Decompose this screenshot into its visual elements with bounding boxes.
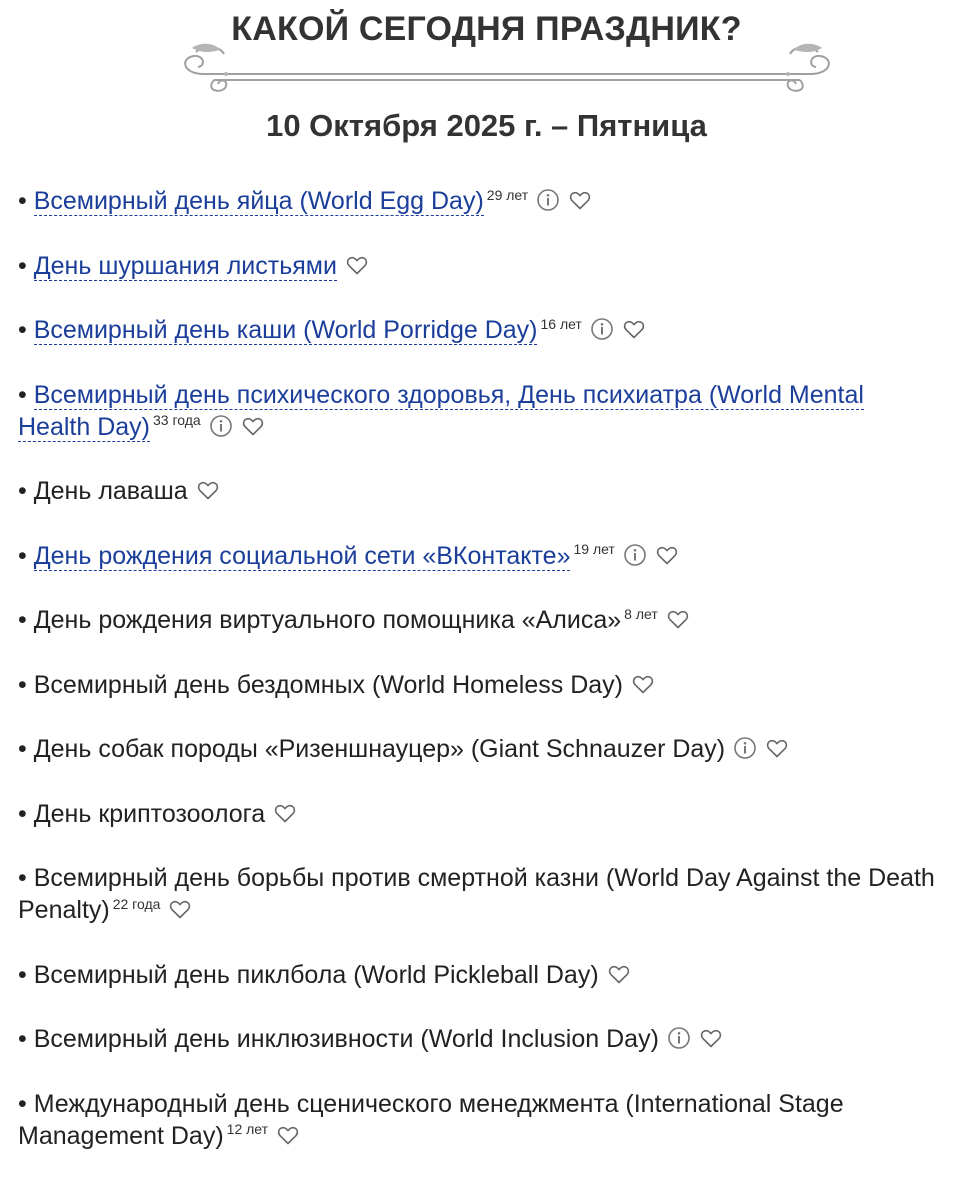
ornament-divider-icon xyxy=(174,40,840,98)
holiday-years-badge: 29 лет xyxy=(486,186,529,203)
heart-icon[interactable] xyxy=(241,414,265,438)
heart-icon[interactable] xyxy=(607,962,631,986)
heart-icon[interactable] xyxy=(666,607,690,631)
holiday-item: • Всемирный день борьбы против смертной казни (World Day Against the Death Penalty) $^{22 года}$ xyxy=(18,864,935,924)
heart-icon[interactable] xyxy=(196,478,220,502)
holiday-list xyxy=(18,185,938,1184)
holiday-item: • Международный день сценического менеджмента (International Stage Management Day) $^{12 лет}$ xyxy=(18,1089,844,1150)
heart-icon[interactable] xyxy=(345,253,369,277)
holiday-item: • Всемирный день бездомных (World Homeless Day) xyxy=(18,669,938,701)
holiday-name: День лаваша xyxy=(33,477,188,505)
holiday-item: • День лаваша xyxy=(18,475,938,507)
holiday-years-badge: 12 лет xyxy=(226,1121,269,1138)
holiday-name: Международный день сценического менеджмента (International Stage Management Day) xyxy=(18,1089,844,1150)
heart-icon[interactable] xyxy=(765,736,789,760)
holiday-name: День рождения виртуального помощника «Алиса» xyxy=(33,606,622,634)
heart-icon[interactable] xyxy=(168,897,192,921)
holiday-item: • Всемирный день инклюзивности (World Inclusion Day) xyxy=(18,1023,938,1055)
info-icon[interactable] xyxy=(667,1026,691,1050)
date-heading: 10 Октября 2025 г. – Пятница xyxy=(266,108,707,143)
info-icon[interactable] xyxy=(733,736,757,760)
holiday-years-badge: 8 лет xyxy=(624,605,658,622)
holiday-name: День криптозоолога xyxy=(33,799,266,828)
holiday-item: • Всемирный день яйца (World Egg Day) $^{29 лет}$ xyxy=(18,185,938,217)
info-icon[interactable] xyxy=(209,414,233,438)
holiday-item: • День шуршания листьями xyxy=(18,250,938,282)
page-header xyxy=(0,0,973,143)
holiday-name: Всемирный день борьбы против смертной казни (World Day Against the Death Penalty) xyxy=(18,864,935,924)
holiday-item: • Всемирный день пиклбола (World Pickleball Day) xyxy=(18,959,938,991)
holiday-years-badge: 22 года xyxy=(112,895,161,912)
holiday-link[interactable]: День шуршания листьями xyxy=(33,251,337,280)
holiday-link[interactable]: Всемирный день каши (World Porridge Day) xyxy=(33,316,538,344)
holiday-item: • Всемирный день психического здоровья, День психиатра (World Mental Health Day) $^{33 года}$ xyxy=(18,380,864,441)
holiday-item: • День рождения виртуального помощника «Алиса» $^{8 лет}$ xyxy=(18,604,938,636)
holiday-years-badge: 19 лет xyxy=(573,541,615,558)
info-icon[interactable] xyxy=(590,317,614,341)
holiday-item: • День собак породы «Ризеншнауцер» (Giant Schnauzer Day) xyxy=(18,733,938,765)
heart-icon[interactable] xyxy=(655,543,679,567)
heart-icon[interactable] xyxy=(699,1026,723,1050)
info-icon[interactable] xyxy=(536,188,560,212)
holiday-years-badge: 16 лет xyxy=(540,315,582,332)
holiday-name: Всемирный день бездомных (World Homeless Day) xyxy=(33,670,623,699)
heart-icon[interactable] xyxy=(276,1123,300,1147)
holiday-item: • День криптозоолога xyxy=(18,798,938,830)
holiday-link[interactable]: Всемирный день яйца (World Egg Day) xyxy=(33,187,484,215)
heart-icon[interactable] xyxy=(622,317,646,341)
holiday-name: Всемирный день инклюзивности (World Inclusion Day) xyxy=(33,1025,659,1053)
holiday-link[interactable]: День рождения социальной сети «ВКонтакте» xyxy=(33,541,571,570)
holiday-name: Всемирный день пиклбола (World Pickleball Day) xyxy=(33,960,599,989)
heart-icon[interactable] xyxy=(273,801,297,825)
heart-icon[interactable] xyxy=(631,672,655,696)
site-title[interactable]: КАКОЙ СЕГОДНЯ ПРАЗДНИК? xyxy=(231,10,742,48)
holiday-item: • Всемирный день каши (World Porridge Day) $^{16 лет}$ xyxy=(18,314,938,346)
holiday-link[interactable]: Всемирный день психического здоровья, День психиатра (World Mental Health Day) xyxy=(18,380,864,441)
holiday-name: День собак породы «Ризеншнауцер» (Giant Schnauzer Day) xyxy=(33,735,726,763)
heart-icon[interactable] xyxy=(568,188,592,212)
holiday-item: • День рождения социальной сети «ВКонтакте» $^{19 лет}$ xyxy=(18,540,938,572)
holiday-years-badge: 33 года xyxy=(153,412,201,429)
info-icon[interactable] xyxy=(623,543,647,567)
